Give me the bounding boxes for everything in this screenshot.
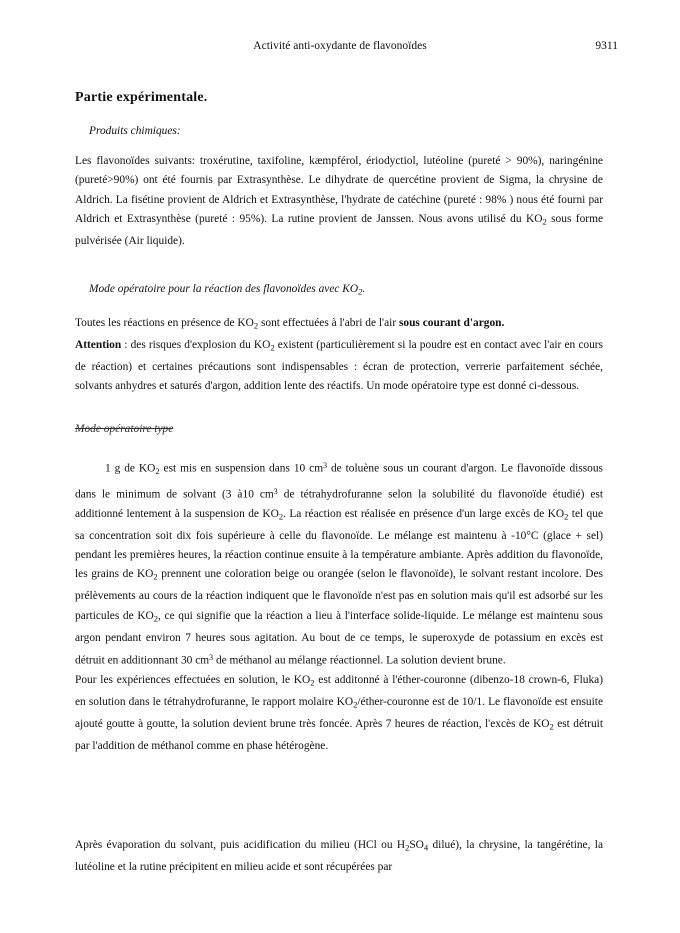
paragraph-text: Toutes les réactions en présence de KO [75, 317, 254, 329]
subscript: 2 [153, 571, 158, 582]
paragraph-text: est additonné à l'éther-couronne (dibenzo-18 crown-6, Fluka) en solution dans le tétrahydrofuranne, le rapport molaire KO [75, 674, 603, 709]
emphasis-argon: sous courant d'argon. [398, 317, 505, 329]
paragraph-text: tel que sa concentration soit dix fois supérieure à celle du flavonoïde. Le mélange est maintenu à -10°C (glace + sel) pendant les premières heures, la réaction continue ensuite à la température ambiante. Après addition du flavonoïde, les grains de KO [75, 507, 603, 581]
subscript: 2 [270, 342, 275, 353]
attention-label: Attention [75, 338, 122, 351]
subhead-produits-chimiques: Produits chimiques: [89, 125, 181, 137]
running-title: Activité anti-oxydante de flavonoïdes [253, 40, 427, 52]
paragraph-text: SO [409, 839, 424, 851]
subhead-text: . [362, 283, 366, 295]
paragraph-text: dilué), la chrysine, la tangérétine, la lutéoline et la rutine précipitent en milieu acide et sont récupérées par [75, 839, 603, 873]
subscript: 2 [310, 677, 315, 688]
paragraph-text: , ce qui signifie que la réaction a lieu à l'interface solide-liquide. Le mélange est maintenu sous argon pendant environ 7 heures sous agitation. Au bout de ce temps, le superoxyde de potassium en excès est détruit en additionnant 30 cm [75, 609, 603, 667]
subscript: 2 [405, 842, 410, 853]
paragraph-text: Pour les expériences effectuées en solution, le KO [75, 674, 311, 687]
superscript: 3 [273, 486, 278, 496]
paragraph-mode-type [75, 456, 603, 756]
paragraph-text: existent (particulièrement si la poudre est en contact avec l'air en cours de réaction) et certaines précautions sont indispensables : écran de protection, verrerie parfaitement séchée, solvants anhydres et saturés d'argon, addition lente des réactifs. Un mode opératoire type est donné ci-dessous. [75, 338, 603, 393]
paragraph-text: prennent une coloration beige ou orangée (selon le flavonoïde), le solvant restant incolore. Des prélèvements au cours de la réaction indiquent que le flavonoïde n'est pas en solution mais qu'il est adsorbé sur les particules de KO [75, 568, 603, 622]
paragraph-text: Après évaporation du solvant, puis acidification du milieu (HCl ou H [75, 839, 406, 851]
paragraph-text: sont effectuées à l'abri de l'air [258, 317, 399, 329]
paragraph-text: /éther-couronne est de 10/1. Le flavonoïde est ensuite ajouté goutte à goutte, la solution devient brune très foncée. Après 7 heures de réaction, l'excès de KO [75, 696, 603, 730]
superscript: 3 [323, 461, 328, 470]
subscript: 2 [542, 216, 547, 227]
paragraph-text: de toluène sous un courant d'argon. Le flavonoïde dissous dans le minimum de solvant (3 à10 cm [75, 462, 603, 501]
paragraph-text: Les flavonoïdes suivants: troxérutine, taxifoline, kæmpférol, ériodyctiol, lutéoline (pureté > 90%), naringénine (pureté>90%) ont été fournis par Extrasynthèse. Le dihydrate de quercétine provient de Sigma, la chrysine de Aldrich. La fisétine provient de Aldrich et Extrasynthèse, l'hydrate de catéchine (pureté : 98% ) nous été fourni par Aldrich et Extrasynthèse (pureté : 95%). La rutine provient de Janssen. Nous avons utilisé du KO [75, 155, 603, 226]
section-title: Partie expérimentale. [75, 90, 208, 105]
subscript: 2 [278, 511, 284, 522]
paragraph-text: sous forme pulvérisée (Air liquide). [75, 213, 604, 248]
running-header [0, 40, 680, 58]
paragraph-text: : des risques d'explosion du KO [121, 338, 271, 351]
paragraph-produits [75, 152, 603, 252]
paragraph-text: est mis en suspension dans 10 cm [159, 462, 324, 475]
subhead-text: Mode opératoire pour la réaction des flavonoïdes avec KO [89, 283, 359, 295]
paragraph-text: de méthanol au mélange réactionnel. La solution devient brune. [213, 654, 506, 667]
paragraph-text: est détruit par l'addition de méthanol comme en phase hétérogène. [75, 717, 603, 752]
subscript: 2 [253, 320, 259, 331]
paragraph-text: 1 g de KO [105, 462, 156, 475]
paragraph-text: . La réaction est réalisée en présence d'un large excès de KO [283, 507, 565, 520]
subhead-mode-operatoire [89, 280, 365, 302]
subscript: 4 [423, 842, 429, 853]
subscript: 2 [155, 466, 160, 477]
paragraph-evaporation [75, 836, 603, 877]
subscript: 2 [353, 699, 358, 710]
subscript: 2 [358, 286, 363, 297]
paragraph-text: de tétrahydrofuranne selon la solubilité du flavonoïde étudié) est additionné lentement à la suspension de KO [75, 488, 604, 520]
subscript: 2 [153, 613, 159, 624]
superscript: 3 [209, 653, 214, 663]
subscript: 2 [549, 721, 554, 732]
subhead-mode-type: Mode opératoire type [75, 423, 174, 435]
paragraph-reactions [75, 314, 603, 397]
page-number: 9311 [595, 40, 618, 52]
subscript: 2 [564, 511, 569, 522]
